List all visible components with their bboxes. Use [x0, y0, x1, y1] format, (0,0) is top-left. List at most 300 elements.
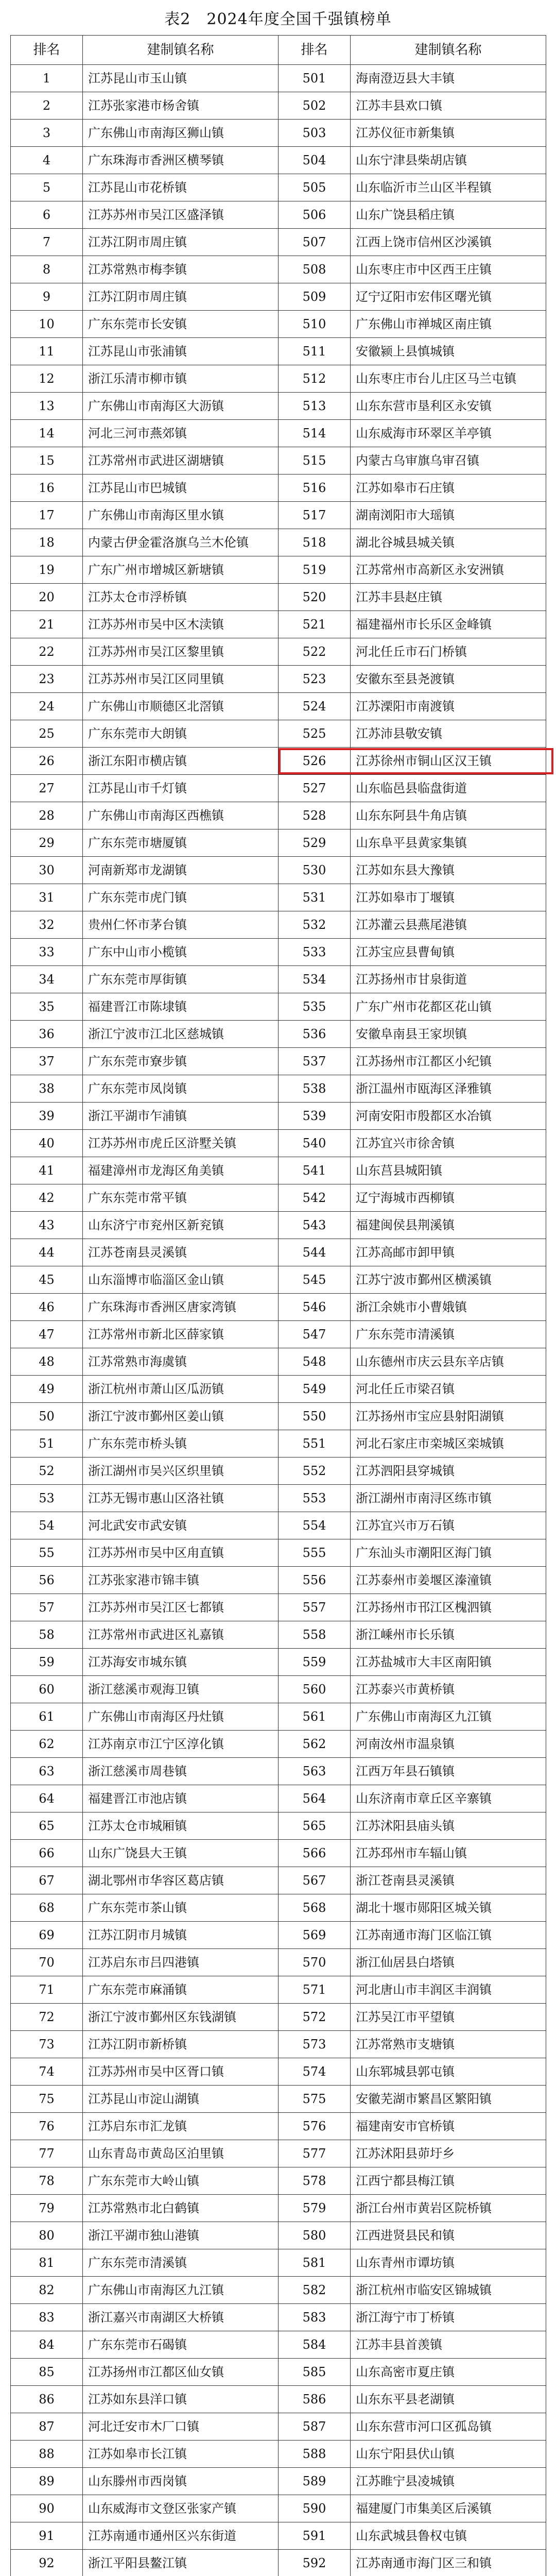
rank-cell: 17	[11, 502, 83, 529]
town-name-cell: 广东东莞市麻涌镇	[83, 1976, 279, 2004]
town-name-cell: 浙江苍南县灵溪镇	[351, 1867, 546, 1894]
rank-cell: 507	[279, 229, 351, 256]
town-name-cell: 山东济宁市兖州区新兖镇	[83, 1212, 279, 1239]
rank-cell: 85	[11, 2359, 83, 2386]
town-name-cell: 山东德州市庆云县东辛店镇	[351, 1348, 546, 1376]
rank-cell: 22	[11, 638, 83, 666]
rank-cell: 592	[279, 2550, 351, 2576]
table-row	[11, 502, 546, 529]
table-row	[11, 1676, 546, 1703]
town-name-cell: 江苏常州市武进区湖塘镇	[83, 447, 279, 474]
rank-cell: 52	[11, 1458, 83, 1485]
rank-header: 排名	[279, 36, 351, 65]
rank-cell: 16	[11, 474, 83, 502]
rank-cell: 557	[279, 1594, 351, 1621]
table-row	[11, 2195, 546, 2222]
rank-cell: 534	[279, 966, 351, 993]
town-name-cell: 福建福州市长乐区金峰镇	[351, 611, 546, 638]
rank-cell: 569	[279, 1922, 351, 1949]
rank-cell: 90	[11, 2495, 83, 2522]
town-name-cell: 安徽颍上县慎城镇	[351, 338, 546, 365]
town-name-cell: 江苏常州市高新区永安洲镇	[351, 556, 546, 584]
town-name-cell: 山东高密市夏庄镇	[351, 2359, 546, 2386]
table-row	[11, 393, 546, 420]
town-name-cell: 山东武城县鲁权屯镇	[351, 2522, 546, 2550]
town-name-cell: 山东枣庄市台儿庄区马兰屯镇	[351, 365, 546, 393]
rank-cell: 13	[11, 393, 83, 420]
town-name-cell: 海南澄迈县大丰镇	[351, 65, 546, 92]
town-name-cell: 江苏如东县洋口镇	[83, 2386, 279, 2413]
town-name-cell: 江苏泗阳县穿城镇	[351, 1458, 546, 1485]
town-name-cell: 山东青岛市黄岛区泊里镇	[83, 2140, 279, 2167]
town-name-cell: 江苏邳州市车辐山镇	[351, 1840, 546, 1867]
rank-cell: 554	[279, 1512, 351, 1539]
table-row	[11, 1539, 546, 1567]
town-name-cell: 江苏宜兴市徐舍镇	[351, 1130, 546, 1157]
town-name-cell: 江苏扬州市江都区仙女镇	[83, 2359, 279, 2386]
table-row	[11, 2167, 546, 2195]
town-name-cell: 江苏无锡市惠山区洛社镇	[83, 1485, 279, 1512]
town-name-cell: 江苏高邮市卸甲镇	[351, 1239, 546, 1266]
town-name-cell: 广东珠海市香洲区横琴镇	[83, 147, 279, 174]
rank-cell: 525	[279, 720, 351, 748]
town-name-cell: 浙江杭州市萧山区瓜沥镇	[83, 1376, 279, 1403]
town-name-cell: 山东广饶县大王镇	[83, 1840, 279, 1867]
town-name-cell: 江苏张家港市锦丰镇	[83, 1567, 279, 1594]
rank-cell: 541	[279, 1157, 351, 1184]
town-name-cell: 江苏南通市通州区兴东街道	[83, 2522, 279, 2550]
rank-cell: 82	[11, 2277, 83, 2304]
table-row	[11, 2004, 546, 2031]
rank-cell: 39	[11, 1103, 83, 1130]
rank-cell: 53	[11, 1485, 83, 1512]
rank-cell: 501	[279, 65, 351, 92]
town-name-cell: 浙江宁波市鄞州区东钱湖镇	[83, 2004, 279, 2031]
table-row	[11, 638, 546, 666]
town-name-cell: 江苏苏州市虎丘区浒墅关镇	[83, 1130, 279, 1157]
rank-cell: 46	[11, 1294, 83, 1321]
town-name-cell: 河南安阳市殷都区水冶镇	[351, 1103, 546, 1130]
town-name-cell: 湖北谷城县城关镇	[351, 529, 546, 556]
town-name-cell: 山东宁津县柴胡店镇	[351, 147, 546, 174]
town-name-cell: 江苏太仓市城厢镇	[83, 1812, 279, 1840]
town-name-cell: 江苏常熟市海虞镇	[83, 1348, 279, 1376]
rank-cell: 544	[279, 1239, 351, 1266]
town-name-cell: 江苏宝应县曹甸镇	[351, 939, 546, 966]
town-name-cell: 广东东莞市凤岗镇	[83, 1075, 279, 1103]
rank-cell: 521	[279, 611, 351, 638]
town-name-cell: 江苏昆山市千灯镇	[83, 775, 279, 802]
town-name-cell: 江苏昆山市淀山湖镇	[83, 2086, 279, 2113]
rank-cell: 552	[279, 1458, 351, 1485]
table-row	[11, 2086, 546, 2113]
rank-cell: 72	[11, 2004, 83, 2031]
town-name-cell: 辽宁辽阳市宏伟区曙光镇	[351, 283, 546, 311]
town-name-cell: 山东威海市文登区张家产镇	[83, 2495, 279, 2522]
town-name-cell: 江苏常熟市梅李镇	[83, 256, 279, 283]
table-row	[11, 720, 546, 748]
town-name-cell: 江苏苏州市吴中区木渎镇	[83, 611, 279, 638]
rank-cell: 92	[11, 2550, 83, 2576]
rank-cell: 527	[279, 775, 351, 802]
rank-cell: 538	[279, 1075, 351, 1103]
town-name-cell: 江苏丰县欢口镇	[351, 92, 546, 120]
table-row	[11, 584, 546, 611]
town-name-cell: 江苏扬州市宝应县射阳湖镇	[351, 1403, 546, 1430]
rank-cell: 80	[11, 2222, 83, 2249]
rank-cell: 38	[11, 1075, 83, 1103]
rank-cell: 34	[11, 966, 83, 993]
rank-cell: 535	[279, 993, 351, 1021]
rank-cell: 8	[11, 256, 83, 283]
town-name-cell: 江西宁都县梅江镇	[351, 2167, 546, 2195]
town-name-cell: 广东东莞市虎门镇	[83, 884, 279, 911]
table-row	[11, 1785, 546, 1812]
town-name-cell: 江苏宜兴市万石镇	[351, 1512, 546, 1539]
rank-cell: 588	[279, 2441, 351, 2468]
town-name-cell: 江苏昆山市花桥镇	[83, 174, 279, 201]
table-row	[11, 1212, 546, 1239]
rank-cell: 56	[11, 1567, 83, 1594]
rank-cell: 545	[279, 1266, 351, 1294]
rank-cell: 33	[11, 939, 83, 966]
table-row	[11, 1485, 546, 1512]
table-row	[11, 229, 546, 256]
town-name-cell: 广东东莞市长安镇	[83, 311, 279, 338]
town-name-cell: 江苏苏州市吴江区盛泽镇	[83, 201, 279, 229]
rank-cell: 562	[279, 1731, 351, 1758]
town-name-cell: 江苏昆山市张浦镇	[83, 338, 279, 365]
rank-cell: 515	[279, 447, 351, 474]
town-name-cell: 广东珠海市香洲区唐家湾镇	[83, 1294, 279, 1321]
rank-cell: 551	[279, 1430, 351, 1458]
rank-cell: 530	[279, 857, 351, 884]
town-name-cell: 安徽芜湖市繁昌区繁阳镇	[351, 2086, 546, 2113]
town-name-cell: 山东临邑县临盘街道	[351, 775, 546, 802]
table-row	[11, 2304, 546, 2331]
town-name-cell: 江苏仪征市新集镇	[351, 120, 546, 147]
rank-cell: 40	[11, 1130, 83, 1157]
rank-cell: 533	[279, 939, 351, 966]
rank-cell: 83	[11, 2304, 83, 2331]
town-name-cell: 浙江湖州市南浔区练市镇	[351, 1485, 546, 1512]
table-row	[11, 775, 546, 802]
rank-cell: 537	[279, 1048, 351, 1075]
town-name-cell: 江苏盐城市大丰区南阳镇	[351, 1649, 546, 1676]
table-row	[11, 966, 546, 993]
rank-cell: 532	[279, 911, 351, 939]
table-row	[11, 65, 546, 92]
town-name-cell: 广东东莞市大岭山镇	[83, 2167, 279, 2195]
town-name-cell: 浙江余姚市小曹娥镇	[351, 1294, 546, 1321]
table-row	[11, 1458, 546, 1485]
town-name-cell: 广东佛山市南海区狮山镇	[83, 120, 279, 147]
table-row	[11, 2441, 546, 2468]
town-name-cell: 广东广州市增城区新塘镇	[83, 556, 279, 584]
table-row	[11, 2277, 546, 2304]
header-row	[11, 36, 546, 65]
rank-cell: 30	[11, 857, 83, 884]
town-name-cell: 江苏常州市武进区礼嘉镇	[83, 1621, 279, 1649]
rank-cell: 571	[279, 1976, 351, 2004]
table-row	[11, 2386, 546, 2413]
rank-cell: 1	[11, 65, 83, 92]
town-name-cell: 广东东莞市大朗镇	[83, 720, 279, 748]
town-name-cell: 河北迁安市木厂口镇	[83, 2413, 279, 2441]
rank-cell: 583	[279, 2304, 351, 2331]
town-name-cell: 浙江温州市瓯海区泽雅镇	[351, 1075, 546, 1103]
rank-cell: 576	[279, 2113, 351, 2140]
town-name-cell: 山东淄博市临淄区金山镇	[83, 1266, 279, 1294]
rank-cell: 45	[11, 1266, 83, 1294]
town-name-cell: 浙江宁波市江北区慈城镇	[83, 1021, 279, 1048]
rank-cell: 584	[279, 2331, 351, 2359]
rank-cell: 84	[11, 2331, 83, 2359]
rank-cell: 582	[279, 2277, 351, 2304]
table-row	[11, 748, 546, 775]
town-name-cell: 广东东莞市石碣镇	[83, 2331, 279, 2359]
rank-cell: 78	[11, 2167, 83, 2195]
table-row	[11, 1430, 546, 1458]
rank-cell: 2	[11, 92, 83, 120]
town-name-cell: 江苏宁波市鄞州区横溪镇	[351, 1266, 546, 1294]
town-name-cell: 江苏张家港市杨舍镇	[83, 92, 279, 120]
town-name-cell: 河北石家庄市栾城区栾城镇	[351, 1430, 546, 1458]
rank-cell: 32	[11, 911, 83, 939]
table-row	[11, 1812, 546, 1840]
rank-cell: 524	[279, 693, 351, 720]
town-name-cell: 浙江慈溪市观海卫镇	[83, 1676, 279, 1703]
town-name-cell: 浙江慈溪市周巷镇	[83, 1758, 279, 1785]
table-row	[11, 338, 546, 365]
town-name-cell: 山东东平县老湖镇	[351, 2386, 546, 2413]
rank-cell: 18	[11, 529, 83, 556]
rank-cell: 558	[279, 1621, 351, 1649]
rank-cell: 49	[11, 1376, 83, 1403]
town-name-cell: 河北武安市武安镇	[83, 1512, 279, 1539]
town-name-cell: 湖北十堰市郧阳区城关镇	[351, 1894, 546, 1922]
rank-cell: 51	[11, 1430, 83, 1458]
town-name-cell: 江苏南通市海门区临江镇	[351, 1922, 546, 1949]
town-name-cell: 河北任丘市梁召镇	[351, 1376, 546, 1403]
town-name-cell: 河南汝州市温泉镇	[351, 1731, 546, 1758]
town-name-cell: 山东滕州市西岗镇	[83, 2468, 279, 2495]
town-name-cell: 江苏丰县赵庄镇	[351, 584, 546, 611]
table-row	[11, 1512, 546, 1539]
rank-cell: 550	[279, 1403, 351, 1430]
town-name-cell: 江苏灌云县燕尾港镇	[351, 911, 546, 939]
town-name-cell: 广东佛山市南海区西樵镇	[83, 802, 279, 829]
rank-cell: 522	[279, 638, 351, 666]
table-row	[11, 1594, 546, 1621]
town-name-cell: 福建厦门市集美区后溪镇	[351, 2495, 546, 2522]
town-name-cell: 福建漳州市龙海区角美镇	[83, 1157, 279, 1184]
town-name-cell: 广东佛山市南海区丹灶镇	[83, 1703, 279, 1731]
town-name-cell: 江苏江阴市周庄镇	[83, 229, 279, 256]
rank-cell: 510	[279, 311, 351, 338]
rank-cell: 70	[11, 1949, 83, 1976]
town-name-cell: 江苏泰州市姜堰区溱潼镇	[351, 1567, 546, 1594]
town-name-cell: 江苏如东县大豫镇	[351, 857, 546, 884]
rank-cell: 24	[11, 693, 83, 720]
table-row	[11, 1403, 546, 1430]
town-name-cell: 广东东莞市桥头镇	[83, 1430, 279, 1458]
rank-cell: 26	[11, 748, 83, 775]
table-row	[11, 1239, 546, 1266]
table-row	[11, 1894, 546, 1922]
rank-cell: 503	[279, 120, 351, 147]
rank-cell: 79	[11, 2195, 83, 2222]
table-row	[11, 1922, 546, 1949]
rank-cell: 568	[279, 1894, 351, 1922]
rank-cell: 37	[11, 1048, 83, 1075]
rank-cell: 579	[279, 2195, 351, 2222]
rank-cell: 62	[11, 1731, 83, 1758]
town-name-cell: 广东佛山市南海区九江镇	[83, 2277, 279, 2304]
table-row	[11, 2222, 546, 2249]
rank-cell: 14	[11, 420, 83, 447]
town-name-cell: 广东东莞市清溪镇	[351, 1321, 546, 1348]
rank-cell: 548	[279, 1348, 351, 1376]
rank-cell: 505	[279, 174, 351, 201]
town-name-cell: 江苏昆山市玉山镇	[83, 65, 279, 92]
town-name-cell: 广东东莞市塘厦镇	[83, 829, 279, 857]
rank-cell: 63	[11, 1758, 83, 1785]
rank-cell: 523	[279, 666, 351, 693]
town-name-cell: 浙江平湖市独山港镇	[83, 2222, 279, 2249]
town-name-cell: 江苏江阴市周庄镇	[83, 283, 279, 311]
table-row	[11, 2413, 546, 2441]
town-name-cell: 湖南浏阳市大瑶镇	[351, 502, 546, 529]
rank-cell: 44	[11, 1239, 83, 1266]
table-row	[11, 1130, 546, 1157]
table-row	[11, 666, 546, 693]
rank-cell: 4	[11, 147, 83, 174]
town-name-cell: 江苏启东市吕四港镇	[83, 1949, 279, 1976]
town-name-cell: 浙江平阳县鳌江镇	[83, 2550, 279, 2576]
rank-cell: 565	[279, 1812, 351, 1840]
rank-cell: 19	[11, 556, 83, 584]
town-name-cell: 河南新郑市龙湖镇	[83, 857, 279, 884]
town-name-cell: 江苏如皋市丁堰镇	[351, 884, 546, 911]
rank-cell: 514	[279, 420, 351, 447]
town-name-cell: 山东东营市垦利区永安镇	[351, 393, 546, 420]
town-name-cell: 浙江湖州市吴兴区织里镇	[83, 1458, 279, 1485]
table-row	[11, 447, 546, 474]
rank-cell: 59	[11, 1649, 83, 1676]
town-name-cell: 辽宁海城市西柳镇	[351, 1184, 546, 1212]
table-row	[11, 1867, 546, 1894]
town-name-cell: 江苏扬州市邗江区槐泗镇	[351, 1594, 546, 1621]
rank-cell: 75	[11, 2086, 83, 2113]
rank-cell: 43	[11, 1212, 83, 1239]
town-name-cell: 广东东莞市茶山镇	[83, 1894, 279, 1922]
town-name-cell: 广东汕头市潮阳区海门镇	[351, 1539, 546, 1567]
rank-cell: 29	[11, 829, 83, 857]
rank-cell: 87	[11, 2413, 83, 2441]
table-row	[11, 556, 546, 584]
rank-cell: 81	[11, 2249, 83, 2277]
rank-cell: 76	[11, 2113, 83, 2140]
table-row	[11, 1321, 546, 1348]
town-name-cell: 浙江宁波市鄞州区姜山镇	[83, 1403, 279, 1430]
rank-cell: 547	[279, 1321, 351, 1348]
rank-cell: 540	[279, 1130, 351, 1157]
town-name-header: 建制镇名称	[351, 36, 546, 65]
town-name-cell: 山东郓城县郭屯镇	[351, 2058, 546, 2086]
town-name-cell: 浙江杭州市临安区锦城镇	[351, 2277, 546, 2304]
town-name-cell: 山东东阿县牛角店镇	[351, 802, 546, 829]
table-row	[11, 884, 546, 911]
table-row	[11, 829, 546, 857]
rank-cell: 28	[11, 802, 83, 829]
rank-cell: 57	[11, 1594, 83, 1621]
rank-cell: 589	[279, 2468, 351, 2495]
town-name-cell: 江苏常熟市北白鹤镇	[83, 2195, 279, 2222]
rank-cell: 519	[279, 556, 351, 584]
table-row	[11, 1348, 546, 1376]
rank-cell: 91	[11, 2522, 83, 2550]
rank-cell: 577	[279, 2140, 351, 2167]
town-name-cell: 浙江东阳市横店镇	[83, 748, 279, 775]
town-name-cell: 山东阜平县黄家集镇	[351, 829, 546, 857]
table-row	[11, 365, 546, 393]
town-name-cell: 江苏苏州市吴江区七都镇	[83, 1594, 279, 1621]
table-row	[11, 993, 546, 1021]
town-name-cell: 江苏南京市江宁区淳化镇	[83, 1731, 279, 1758]
rank-cell: 560	[279, 1676, 351, 1703]
town-name-cell: 福建晋江市池店镇	[83, 1785, 279, 1812]
rank-cell: 6	[11, 201, 83, 229]
rank-cell: 518	[279, 529, 351, 556]
town-name-cell: 山东宁阳县伏山镇	[351, 2441, 546, 2468]
rank-cell: 54	[11, 1512, 83, 1539]
rank-cell: 561	[279, 1703, 351, 1731]
town-name-cell: 江苏如皋市石庄镇	[351, 474, 546, 502]
rank-cell: 5	[11, 174, 83, 201]
town-name-cell: 江苏沭阳县庙头镇	[351, 1812, 546, 1840]
table-row	[11, 256, 546, 283]
town-name-cell: 贵州仁怀市茅台镇	[83, 911, 279, 939]
rank-cell: 42	[11, 1184, 83, 1212]
rank-cell: 543	[279, 1212, 351, 1239]
town-name-cell: 内蒙古伊金霍洛旗乌兰木伦镇	[83, 529, 279, 556]
town-name-cell: 广东佛山市禅城区南庄镇	[351, 311, 546, 338]
town-name-cell: 广东东莞市厚街镇	[83, 966, 279, 993]
rank-cell: 61	[11, 1703, 83, 1731]
table-row	[11, 147, 546, 174]
table-caption: 表2 2024年度全国千强镇榜单	[164, 10, 392, 28]
table-row	[11, 1184, 546, 1212]
rank-cell: 74	[11, 2058, 83, 2086]
rank-cell: 526	[279, 748, 351, 775]
table-row	[11, 1649, 546, 1676]
rank-cell: 73	[11, 2031, 83, 2058]
town-name-cell: 江苏吴江市平望镇	[351, 2004, 546, 2031]
town-name-cell: 广东东莞市常平镇	[83, 1184, 279, 1212]
table-row	[11, 1949, 546, 1976]
table-row	[11, 2495, 546, 2522]
rank-header: 排名	[11, 36, 83, 65]
town-name-cell: 江苏江阴市月城镇	[83, 1922, 279, 1949]
town-name-cell: 江苏丰县首羡镇	[351, 2331, 546, 2359]
table-row	[11, 2359, 546, 2386]
table-row	[11, 311, 546, 338]
rank-cell: 559	[279, 1649, 351, 1676]
rank-cell: 549	[279, 1376, 351, 1403]
rank-cell: 89	[11, 2468, 83, 2495]
table-row	[11, 1075, 546, 1103]
